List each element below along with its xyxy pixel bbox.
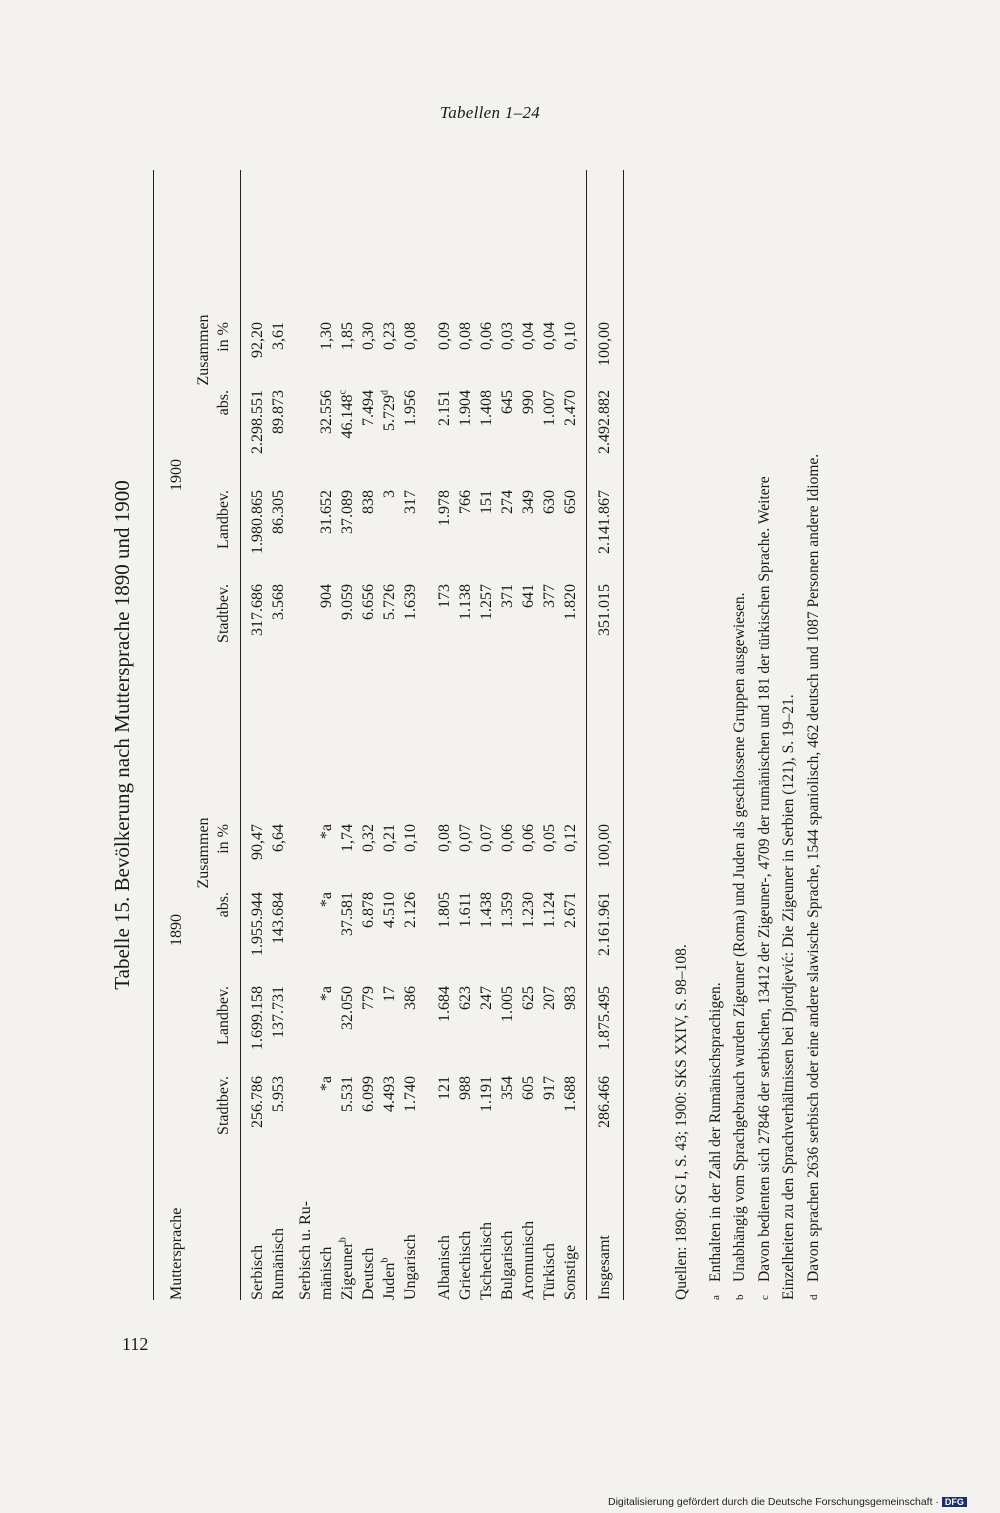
total-rule-top [586, 170, 587, 1300]
cell-pct-1900: 0,03 [499, 322, 516, 350]
cell-pct-1900: 0,04 [541, 322, 558, 350]
cell-abs-1890: *a [318, 892, 335, 908]
cell-abs-1890: 1.805 [436, 892, 453, 928]
cell-stadtbev-1890: 988 [457, 1076, 474, 1100]
header-rule [240, 170, 241, 1300]
cell-stadtbev-1900: 371 [499, 584, 516, 608]
cell-stadtbev-1890: 286.466 [596, 1076, 613, 1128]
header-stadtbev-1900: Stadtbev. [215, 584, 232, 643]
cell-landbev-1890: 1.875.495 [596, 986, 613, 1050]
cell-abs-1890: 1.955.944 [249, 892, 266, 956]
cell-abs-1900: 5.729$^d$ [379, 390, 398, 431]
cell-stadtbev-1900: 1.639 [402, 584, 419, 620]
cell-abs-1890: 2.671 [562, 892, 579, 928]
cell-pct-1890: 0,21 [381, 824, 398, 852]
table-title: Tabelle 15. Bevölkerung nach Muttersprache 1890 und 1900 [110, 480, 134, 990]
cell-abs-1900: 645 [499, 390, 516, 414]
header-zusammen-1890: Zusammen [195, 817, 212, 889]
cell-landbev-1890: 625 [520, 986, 537, 1010]
cell-pct-1900: 0,04 [520, 322, 537, 350]
cell-pct-1900: 0,09 [436, 322, 453, 350]
cell-landbev-1890: 32.050 [339, 986, 356, 1030]
cell-landbev-1900: 274 [499, 490, 516, 514]
cell-abs-1890: 1.438 [478, 892, 495, 928]
cell-pct-1900: 0,08 [457, 322, 474, 350]
cell-stadtbev-1890: 5.531 [339, 1076, 356, 1112]
row-label: Sonstige [562, 1244, 579, 1300]
cell-abs-1890: 37.581 [339, 892, 356, 936]
cell-pct-1890: 0,06 [520, 824, 537, 852]
cell-abs-1900: 89.873 [270, 390, 287, 434]
cell-stadtbev-1890: 1.688 [562, 1076, 579, 1112]
cell-stadtbev-1900: 3.568 [270, 584, 287, 620]
cell-stadtbev-1890: 256.786 [249, 1076, 266, 1128]
header-stadtbev-1890: Stadtbev. [215, 1076, 232, 1135]
cell-abs-1890: 2.126 [402, 892, 419, 928]
cell-stadtbev-1900: 1.138 [457, 584, 474, 620]
cell-pct-1890: 0,10 [402, 824, 419, 852]
cell-stadtbev-1900: 904 [318, 584, 335, 608]
cell-landbev-1890: 17 [381, 986, 398, 1002]
cell-stadtbev-1900: 1.820 [562, 584, 579, 620]
row-label: Serbisch u. Ru- [297, 1200, 314, 1300]
cell-abs-1890: 4.510 [381, 892, 398, 928]
cell-stadtbev-1900: 641 [520, 584, 537, 608]
footnote-a: aEnthalten in der Zahl der Rumänischsprachigen. [706, 982, 724, 1300]
cell-landbev-1900: 1.978 [436, 490, 453, 526]
footnote-marker: b [337, 1237, 349, 1243]
cell-landbev-1900: 650 [562, 490, 579, 514]
cell-landbev-1890: 623 [457, 986, 474, 1010]
cell-abs-1900: 1.007 [541, 390, 558, 426]
header-year-1900: 1900 [168, 459, 185, 491]
header-pct-1890: in % [215, 824, 232, 854]
rotated-table-block [110, 170, 900, 1300]
header-year-1890: 1890 [168, 914, 185, 946]
cell-abs-1900: 32.556 [318, 390, 335, 434]
cell-stadtbev-1890: 917 [541, 1076, 558, 1100]
cell-pct-1900: 3,61 [270, 322, 287, 350]
cell-abs-1900: 1.408 [478, 390, 495, 426]
cell-pct-1890: 100,00 [596, 824, 613, 868]
running-head: Tabellen 1–24 [440, 103, 541, 122]
cell-abs-1900: 46.148$^c$ [337, 390, 356, 439]
header-muttersprache: Muttersprache [168, 1207, 185, 1300]
cell-pct-1890: *a [318, 824, 335, 840]
cell-abs-1900: 990 [520, 390, 537, 414]
footnote-marker: b [379, 1257, 391, 1263]
cell-stadtbev-1900: 1.257 [478, 584, 495, 620]
row-label: Zigeuner$^b$ [337, 1237, 356, 1300]
row-label: mänisch [318, 1246, 335, 1300]
cell-abs-1890: 1.230 [520, 892, 537, 928]
cell-stadtbev-1900: 5.726 [381, 584, 398, 620]
footnote-d: dDavon sprachen 2636 serbisch oder eine andere slawische Sprache, 1544 spaniolisch, 462 deutsch und 1087 Personen andere Idiome. [804, 453, 822, 1300]
cell-landbev-1890: 983 [562, 986, 579, 1010]
sources-note: Quellen: 1890: SG I, S. 43; 1900: SKS XXIV, S. 98–108. [673, 944, 690, 1300]
cell-landbev-1890: 137.731 [270, 986, 287, 1038]
cell-stadtbev-1900: 317.686 [249, 584, 266, 636]
table-top-rule [153, 170, 154, 1300]
row-label: Bulgarisch [499, 1230, 516, 1300]
cell-stadtbev-1890: 5.953 [270, 1076, 287, 1112]
cell-stadtbev-1890: 121 [436, 1076, 453, 1100]
table-notes [670, 170, 826, 1300]
cell-landbev-1900: 838 [360, 490, 377, 514]
table-bottom-rule [623, 170, 624, 1300]
row-label: Deutsch [360, 1247, 377, 1300]
header-abs-1890: abs. [215, 892, 232, 918]
row-label: Tschechisch [478, 1222, 495, 1300]
cell-pct-1890: 0,07 [457, 824, 474, 852]
cell-abs-1900: 2.151 [436, 390, 453, 426]
cell-pct-1900: 0,23 [381, 322, 398, 350]
header-zusammen-1900: Zusammen [195, 314, 212, 386]
cell-landbev-1900: 2.141.867 [596, 490, 613, 554]
page-number: 112 [122, 1334, 149, 1354]
row-label: Ungarisch [402, 1234, 419, 1300]
cell-pct-1890: 0,07 [478, 824, 495, 852]
cell-landbev-1890: 1.684 [436, 986, 453, 1022]
row-label: Juden$^b$ [379, 1257, 398, 1300]
cell-landbev-1900: 1.980.865 [249, 490, 266, 554]
footnote-c-continued: Einzelheiten zu den Sprachverhältnissen bei Djordjević: Die Zigeuner in Serbien (121), S. 19–21. [780, 694, 797, 1300]
cell-abs-1900: 1.904 [457, 390, 474, 426]
footer-text: Digitalisierung gefördert durch die Deutsche Forschungsgemeinschaft · [608, 1496, 939, 1508]
cell-pct-1900: 92,20 [249, 322, 266, 358]
cell-abs-1890: 1.124 [541, 892, 558, 928]
cell-stadtbev-1900: 173 [436, 584, 453, 608]
cell-landbev-1900: 766 [457, 490, 474, 514]
row-label: Griechisch [457, 1230, 474, 1300]
cell-pct-1890: 90,47 [249, 824, 266, 860]
cell-abs-1900: 2.470 [562, 390, 579, 426]
cell-stadtbev-1890: 605 [520, 1076, 537, 1100]
cell-stadtbev-1890: 4.493 [381, 1076, 398, 1112]
cell-pct-1900: 0,06 [478, 322, 495, 350]
row-label: Serbisch [249, 1244, 266, 1300]
cell-landbev-1900: 151 [478, 490, 495, 514]
cell-pct-1900: 100,00 [596, 322, 613, 366]
cell-landbev-1890: 386 [402, 986, 419, 1010]
cell-stadtbev-1890: 6.099 [360, 1076, 377, 1112]
row-label: Rumänisch [270, 1228, 287, 1300]
cell-pct-1890: 6,64 [270, 824, 287, 852]
cell-abs-1890: 2.161.961 [596, 892, 613, 956]
cell-landbev-1890: *a [318, 986, 335, 1002]
cell-abs-1890: 143.684 [270, 892, 287, 944]
row-label: Albanisch [436, 1235, 453, 1300]
row-label: Türkisch [541, 1243, 558, 1300]
cell-landbev-1900: 86.305 [270, 490, 287, 534]
cell-abs-1900: 1.956 [402, 390, 419, 426]
cell-landbev-1890: 1.005 [499, 986, 516, 1022]
cell-landbev-1900: 37.089 [339, 490, 356, 534]
header-abs-1900: abs. [215, 390, 232, 416]
footnote-b: bUnabhängig vom Sprachgebrauch wurden Zigeuner (Roma) und Juden als geschlossene Gruppen ausgewiesen. [731, 592, 748, 1300]
cell-landbev-1900: 31.652 [318, 490, 335, 534]
cell-landbev-1900: 630 [541, 490, 558, 514]
cell-landbev-1890: 1.699.158 [249, 986, 266, 1050]
header-pct-1900: in % [215, 322, 232, 352]
dfg-logo-icon: DFG [942, 1497, 967, 1507]
digitization-footer [608, 1496, 967, 1508]
cell-abs-1900: 2.298.551 [249, 390, 266, 454]
cell-stadtbev-1900: 9.059 [339, 584, 356, 620]
cell-stadtbev-1890: 354 [499, 1076, 516, 1100]
cell-landbev-1890: 247 [478, 986, 495, 1010]
cell-stadtbev-1890: 1.740 [402, 1076, 419, 1112]
cell-pct-1890: 0,06 [499, 824, 516, 852]
cell-abs-1900: 2.492.882 [596, 390, 613, 454]
cell-landbev-1890: 207 [541, 986, 558, 1010]
cell-pct-1890: 1,74 [339, 824, 356, 852]
cell-landbev-1900: 349 [520, 490, 537, 514]
cell-pct-1900: 0,30 [360, 322, 377, 350]
cell-stadtbev-1900: 6.656 [360, 584, 377, 620]
footnote-marker: c [337, 390, 349, 395]
cell-pct-1890: 0,08 [436, 824, 453, 852]
cell-pct-1900: 0,10 [562, 322, 579, 350]
cell-pct-1900: 1,85 [339, 322, 356, 350]
footnote-c: cDavon bedienten sich 27846 der serbischen, 13412 der Zigeuner-, 4709 der rumänischen und 181 der türkischen Sprache. Weitere [755, 476, 773, 1300]
cell-stadtbev-1900: 351.015 [596, 584, 613, 636]
cell-pct-1900: 1,30 [318, 322, 335, 350]
cell-landbev-1900: 3 [381, 490, 398, 498]
header-landbev-1900: Landbev. [215, 490, 232, 549]
row-label: Aromunisch [520, 1220, 537, 1300]
cell-stadtbev-1890: 1.191 [478, 1076, 495, 1112]
footnote-marker: d [379, 390, 391, 395]
cell-abs-1890: 1.611 [457, 892, 474, 928]
cell-stadtbev-1890: *a [318, 1076, 335, 1092]
cell-pct-1890: 0,32 [360, 824, 377, 852]
cell-abs-1890: 1.359 [499, 892, 516, 928]
cell-pct-1890: 0,12 [562, 824, 579, 852]
cell-stadtbev-1900: 377 [541, 584, 558, 608]
row-label: Insgesamt [596, 1235, 613, 1300]
cell-abs-1890: 6.878 [360, 892, 377, 928]
cell-pct-1900: 0,08 [402, 322, 419, 350]
header-landbev-1890: Landbev. [215, 986, 232, 1045]
cell-abs-1900: 7.494 [360, 390, 377, 426]
cell-pct-1890: 0,05 [541, 824, 558, 852]
cell-landbev-1900: 317 [402, 490, 419, 514]
cell-landbev-1890: 779 [360, 986, 377, 1010]
